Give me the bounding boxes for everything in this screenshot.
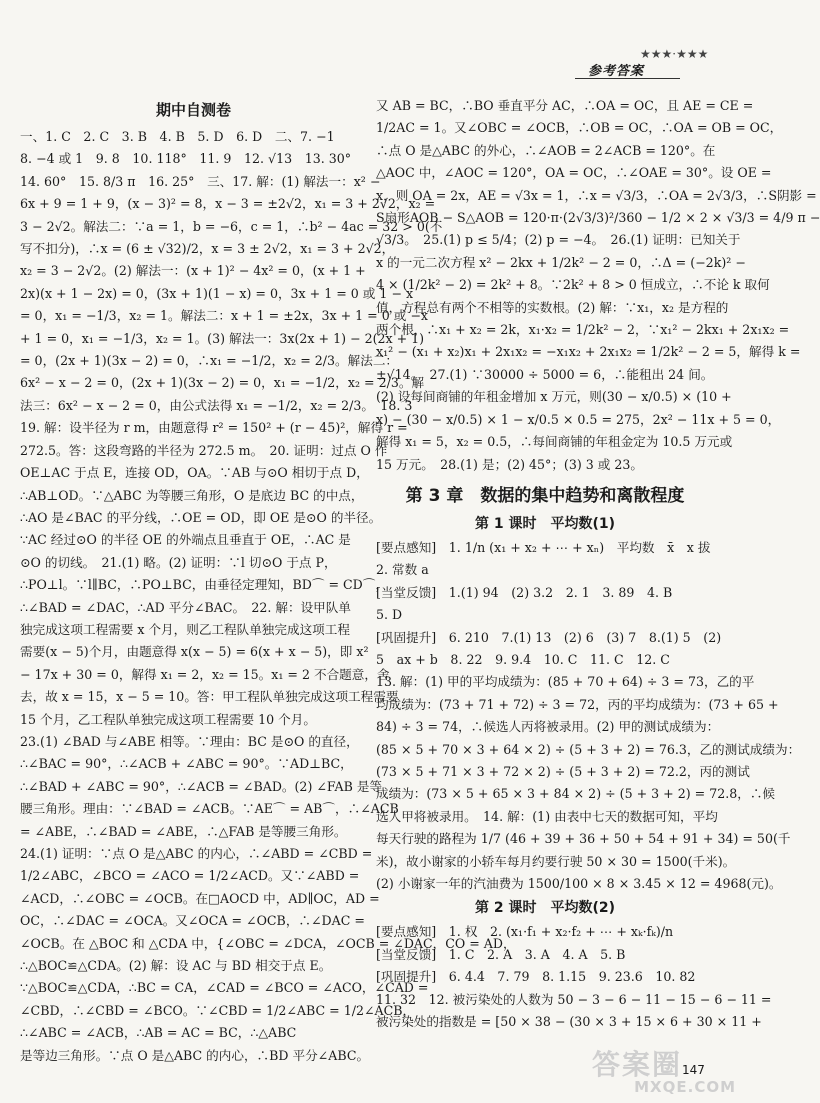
text-line: ±√14。 27.(1) ∵30000 ÷ 5000 = 6，∴能租出 24 间。: [376, 366, 714, 382]
stars-decoration-icon: ★★★·★★★: [640, 47, 709, 61]
text-line: ∴点 O 是△ABC 的外心，∴∠AOB = 2∠ACB = 120°。在: [376, 142, 716, 158]
text-line: 14. 60° 15. 8/3 π 16. 25° 三、17. 解：(1) 解法一：x² −: [20, 173, 381, 189]
text-line: [当堂反馈] 1. C 2. A 3. A 4. A 5. B: [376, 946, 626, 962]
text-line: (2) 设每间商铺的年租金增加 x 万元，则(30 − x/0.5) × (10 +: [376, 389, 732, 405]
text-line: = 0，x₁ = −1/3，x₂ = 1。解法二：x + 1 = ±2x，3x + 1 = 0 或 −x: [20, 308, 428, 324]
text-line: x) − (30 − x/0.5) × 1 − x/0.5 × 0.5 = 275，2x² − 11x + 5 = 0，: [376, 411, 781, 427]
text-line: 1/2∠ABC，∠BCO = ∠ACO = 1/2∠ACD。又∵∠ABD =: [20, 868, 360, 884]
text-line: 4 × (1/2k² − 2) = 2k² + 8。∵2k² + 8 > 0 恒成立，∴不论 k 取何: [376, 277, 770, 293]
text-line: x 的一元二次方程 x² − 2kx + 1/2k² − 2 = 0，∴Δ = (−2k)² −: [376, 254, 746, 270]
text-line: OC，∴∠DAC = ∠OCA。又∠OCA = ∠OCB，∴∠DAC =: [20, 913, 365, 929]
header-rule: [575, 78, 680, 79]
text-line: 又 AB = BC，∴BO 垂直平分 AC，∴OA = OC，且 AE = CE =: [376, 98, 754, 113]
text-line: 272.5。答：这段弯路的半径为 272.5 m。 20. 证明：过点 O 作: [20, 442, 388, 458]
text-line: 1/2AC = 1。又∠OBC = ∠OCB，∴OB = OC，∴OA = OB = OC，: [376, 120, 783, 136]
text-line: ∴AO 是∠BAC 的平分线，∴OE = OD，即 OE 是⊙O 的半径。: [20, 509, 382, 525]
text-line: △AOC 中，∠AOC = 120°，OA = OC，∴∠OAE = 30°。设 OE =: [376, 165, 772, 181]
text-line: 6x + 9 = 1 + 9，(x − 3)² = 8，x − 3 = ±2√2，x₁ = 3 + 2√2，x₂ =: [20, 196, 436, 212]
chapter-title: 第 3 章 数据的集中趋势和离散程度: [405, 485, 685, 506]
text-line: 法三：6x² − x − 2 = 0，由公式法得 x₁ = −1/2，x₂ = 2/3。 18. 3: [20, 397, 413, 413]
watermark-sub: MXQE.COM: [634, 1078, 736, 1096]
text-line: ∴∠BAD = ∠DAC，∴AD 平分∠BAC。 22. 解：设甲队单: [20, 599, 351, 615]
text-line: 是等边三角形。∵点 O 是△ABC 的内心，∴BD 平分∠ABC。: [20, 1047, 370, 1063]
text-line: 两个根，∴x₁ + x₂ = 2k，x₁·x₂ = 1/2k² − 2，∵x₁² − 2kx₁ + 2x₁x₂ =: [376, 322, 790, 338]
watermark-main: 答案圈: [592, 1048, 683, 1081]
text-line: ∴△BOC≌△CDA。(2) 解：设 AC 与 BD 相交于点 E。: [20, 958, 332, 974]
text-line: ∴∠ABC = ∠ACB，∴AB = AC = BC，∴△ABC: [20, 1025, 297, 1041]
text-line: 2x)(x + 1 − 2x) = 0，(3x + 1)(1 − x) = 0，3x + 1 = 0 或 1 − x: [20, 285, 414, 301]
text-line: 24.(1) 证明：∵点 O 是△ABC 的内心，∴∠ABD = ∠CBD =: [20, 846, 373, 861]
text-line: 写不扣分)，∴x = (6 ± √32)/2，x = 3 ± 2√2，x₁ = 3 + 2√2，: [20, 241, 395, 257]
text-line: 被污染处的指数是 = [50 × 38 − (30 × 3 + 15 × 6 + 30 × 11 +: [376, 1014, 762, 1030]
text-line: ∠CBD，∴∠CBD = ∠BCO。∵∠CBD = 1/2∠ABC = 1/2∠ACB，: [20, 1002, 416, 1018]
text-line: ⊙O 的切线。 21.(1) 略。(2) 证明：∵l 切⊙O 于点 P，: [20, 554, 337, 570]
text-line: 6x² − x − 2 = 0，(2x + 1)(3x − 2) = 0，x₁ = −1/2，x₂ = 2/3。解: [20, 375, 425, 391]
lesson1-title: 第 1 课时 平均数(1): [474, 515, 616, 532]
text-line: + 1 = 0，x₁ = −1/3，x₂ = 1。(3) 解法一：3x(2x + 1) − 2(2x + 1): [20, 330, 425, 346]
text-line: 84) ÷ 3 = 74，∴候选人丙将被录用。(2) 甲的测试成绩为：: [376, 719, 720, 735]
text-line: OE⊥AC 于点 E，连接 OD，OA。∵AB 与⊙O 相切于点 D，: [20, 465, 369, 481]
right-column: [376, 95, 820, 1033]
text-line: [巩固提升] 6. 4.4 7. 79 8. 1.15 9. 23.6 10. 82: [376, 969, 696, 985]
text-line: 19. 解：设半径为 r m，由题意得 r² = 150² + (r − 45)²，解得 r =: [20, 420, 408, 436]
lesson2-lines: [376, 921, 772, 1033]
text-line: ∵AC 经过⊙O 的半径 OE 的外端点且垂直于 OE，∴AC 是: [20, 532, 351, 548]
text-line: x₂ = 3 − 2√2。(2) 解法一：(x + 1)² − 4x² = 0，(x + 1 +: [20, 263, 366, 279]
text-line: 15 个月，乙工程队单独完成这项工程需要 10 个月。: [20, 711, 316, 727]
text-line: 8. −4 或 1 9. 8 10. 118° 11. 9 12. √13 13. 30°: [20, 151, 352, 167]
text-line: 成绩为：(73 × 5 + 65 × 3 + 84 × 2) ÷ (5 + 3 + 2) = 72.8，∴候: [376, 786, 776, 802]
text-line: ∴PO⊥l。∵l∥BC，∴PO⊥BC，由垂径定理知，BD⌒ = CD⌒，: [20, 577, 388, 593]
text-line: − 17x + 30 = 0，解得 x₁ = 2，x₂ = 15。x₁ = 2 不合题意，舍: [20, 666, 390, 682]
lesson1-lines: [376, 537, 801, 896]
text-line: (2) 小谢家一年的汽油费为 1500/100 × 8 × 3.45 × 12 = 4968(元)。: [376, 876, 782, 891]
section-title: 期中自测卷: [155, 101, 231, 119]
text-line: S扇形AOB − S△AOB = 120·π·(2√3/3)²/360 − 1/2 × 2 × √3/3 = 4/9 π −: [376, 210, 820, 226]
text-line: ∴∠BAD + ∠ABC = 90°，∴∠ACB = ∠BAD。(2) ∠FAB 是等: [20, 778, 383, 794]
text-line: [当堂反馈] 1.(1) 94 (2) 3.2 2. 1 3. 89 4. B: [376, 584, 673, 600]
text-line: [要点感知] 1. 权 2. (x₁·f₁ + x₂·f₂ + ⋯ + xₖ·fₖ)/n: [376, 924, 674, 940]
text-line: ∴AB⊥OD。∵△ABC 为等腰三角形，O 是底边 BC 的中点，: [20, 487, 364, 503]
text-line: 5 ax + b 8. 22 9. 9.4 10. C 11. C 12. C: [376, 651, 670, 667]
text-line: 需要(x − 5)个月，由题意得 x(x − 5) = 6(x + x − 5)，即 x²: [20, 644, 369, 660]
text-line: 值，方程总有两个不相等的实数根。(2) 解：∵x₁，x₂ 是方程的: [376, 299, 729, 315]
text-line: x₁² − (x₁ + x₂)x₁ + 2x₁x₂ = −x₁x₂ + 2x₁x₂ = 1/2k² − 2 = 5，解得 k =: [376, 344, 801, 360]
text-line: 解得 x₁ = 5，x₂ = 0.5，∴每间商铺的年租金定为 10.5 万元或: [376, 434, 733, 450]
text-line: ∠ACD，∴∠OBC = ∠OCB。在□AOCD 中，AD∥OC，AD =: [20, 890, 380, 906]
text-line: 11. 32 12. 被污染处的人数为 50 − 3 − 6 − 11 − 15 − 6 − 11 =: [376, 991, 772, 1007]
page-number: 147: [682, 1063, 705, 1077]
right-top-lines: [376, 95, 820, 476]
text-line: [巩固提升] 6. 210 7.(1) 13 (2) 6 (3) 7 8.(1) 5 (2): [376, 629, 722, 645]
text-line: 5. D: [376, 607, 403, 623]
text-line: 独完成这项工程需要 x 个月，则乙工程队单独完成这项工程: [20, 621, 350, 637]
text-line: ∠OCB。在 △BOC 和 △CDA 中，{∠OBC = ∠DCA，∠OCB = ∠DAC，CO = AD，: [20, 935, 516, 951]
text-line: 一、1. C 2. C 3. B 4. B 5. D 6. D 二、7. −1: [20, 129, 335, 144]
text-line: 13. 解：(1) 甲的平均成绩为：(85 + 70 + 64) ÷ 3 = 73，乙的平: [376, 674, 755, 690]
text-line: 2. 常数 a: [376, 562, 429, 578]
text-line: 腰三角形。理由：∵∠BAD = ∠ACB。∵AE⌒ = AB⌒，∴∠ACB: [20, 801, 399, 817]
text-line: 选人甲将被录用。 14. 解：(1) 由表中七天的数据可知，平均: [376, 808, 718, 824]
text-line: (85 × 5 + 70 × 3 + 64 × 2) ÷ (5 + 3 + 2) = 76.3，乙的测试成绩为：: [376, 741, 801, 757]
text-line: √3/3。 25.(1) p ≤ 5/4；(2) p = −4。 26.(1) 证明：已知关于: [376, 232, 741, 248]
text-line: 23.(1) ∠BAD 与∠ABE 相等。∵理由：BC 是⊙O 的直径，: [20, 733, 359, 749]
text-line: (73 × 5 + 71 × 3 + 72 × 2) ÷ (5 + 3 + 2) = 72.2，丙的测试: [376, 763, 750, 779]
lesson2-title: 第 2 课时 平均数(2): [474, 900, 616, 917]
text-line: [要点感知] 1. 1/n (x₁ + x₂ + ⋯ + xₙ) 平均数 x̄ x 拔: [376, 539, 711, 555]
text-line: x，则 OA = 2x，AE = √3x = 1，∴x = √3/3，∴OA = 2√3/3，∴S阴影 =: [376, 187, 817, 203]
text-line: 均成绩为：(73 + 71 + 72) ÷ 3 = 72，丙的平均成绩为：(73 + 65 +: [376, 696, 779, 712]
text-line: = ∠ABE，∴∠BAD = ∠ABE，∴△FAB 是等腰三角形。: [20, 823, 347, 839]
text-line: ∵△BOC≌△CDA，∴BC = CA，∠CAD = ∠BCO = ∠ACO，∠CAD =: [20, 980, 429, 996]
text-line: 米)，故小谢家的小轿车每月约要行驶 50 × 30 = 1500(千米)。: [376, 853, 736, 869]
text-line: = 0，(2x + 1)(3x − 2) = 0，∴x₁ = −1/2，x₂ = 2/3。解法二：: [20, 353, 399, 369]
watermark-logo: [592, 1050, 742, 1096]
text-line: 3 − 2√2。解法二：∵a = 1，b = −6，c = 1，∴b² − 4ac = 32 > 0(不: [20, 218, 443, 234]
header-title: 参考答案: [588, 64, 645, 79]
text-line: ∴∠BAC = 90°，∴∠ACB + ∠ABC = 90°。∵AD⊥BC，: [20, 756, 353, 772]
text-line: 15 万元。 28.(1) 是；(2) 45°；(3) 3 或 23。: [376, 456, 643, 472]
page-header: [578, 46, 728, 86]
text-line: 每天行驶的路程为 1/7 (46 + 39 + 36 + 50 + 54 + 91 + 34) = 50(千: [376, 831, 791, 847]
text-line: 去，故 x = 15，x − 5 = 10。答：甲工程队单独完成这项工程需要: [20, 689, 399, 705]
